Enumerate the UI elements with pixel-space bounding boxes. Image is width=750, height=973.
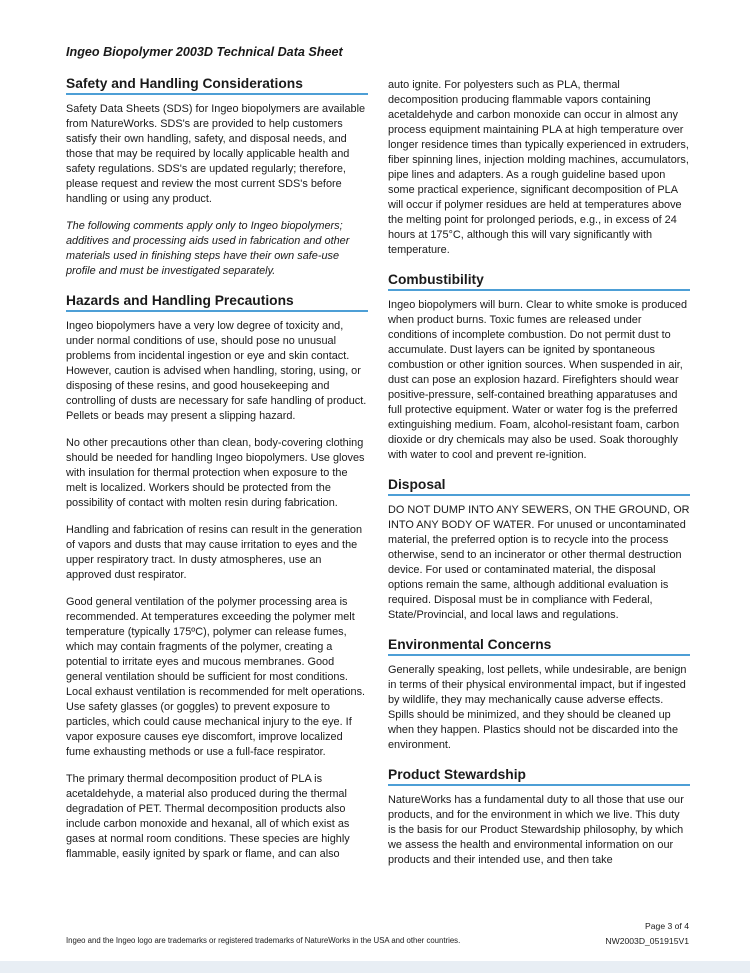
paragraph: The primary thermal decomposition product of PLA is acetaldehyde, a material also produced during the thermal degradation of PET. Thermal decomposition products also include carbon monoxide and hexanal, all of which exist as gases at normal room conditions. These species are highly flammable, easily ignited by spark or flame, and can also: [66, 773, 350, 860]
page-bottom-band: [0, 961, 750, 973]
page-number: Page 3 of 4: [645, 921, 689, 931]
trademark-note: Ingeo and the Ingeo logo are trademarks or registered trademarks of NatureWorks in the USA and other countries.: [66, 936, 461, 945]
left-column: [66, 76, 368, 874]
right-column: [388, 78, 690, 880]
document-title: Ingeo Biopolymer 2003D Technical Data Sheet: [66, 45, 343, 59]
paragraph: No other precautions other than clean, body-covering clothing should be needed for handling Ingeo biopolymers. Use gloves with insulation for thermal protection when exposure to the melt is localized. Workers should be protected from the possibility of contact with molten resin during fabrication.: [66, 437, 365, 509]
italic-note: The following comments apply only to Ingeo biopolymers; additives and processing aids used in fabrication and other materials used in finishing steps have their own safe-use profile and must be investigated separately.: [66, 220, 350, 277]
section-heading-combustibility: Combustibility: [388, 272, 690, 291]
paragraph: Handling and fabrication of resins can result in the generation of vapors and dusts that may cause irritation to eyes and the upper respiratory tract. In dusty atmospheres, use an approved dust respirator.: [66, 524, 363, 581]
section-heading-safety: Safety and Handling Considerations: [66, 76, 368, 95]
section-heading-hazards: Hazards and Handling Precautions: [66, 293, 368, 312]
paragraph: DO NOT DUMP INTO ANY SEWERS, ON THE GROUND, OR INTO ANY BODY OF WATER. For unused or uncontaminated material, the preferred option is to recycle into the process otherwise, send to an incinerator or other thermal destruction device. For used or contaminated material, the disposal options remain the same, although additional evaluation is required. Disposal must be in compliance with Federal, State/Provincial, and local laws and regulations.: [388, 504, 690, 621]
paragraph: Ingeo biopolymers have a very low degree of toxicity and, under normal conditions of use, should pose no unusual problems from incidental ingestion or eye and skin contact. However, caution is advised when handling, storing, using, or disposing of these resins, and good housekeeping and controlling of dusts are necessary for safe handling of product. Pellets or beads may present a slipping hazard.: [66, 320, 367, 422]
section-heading-disposal: Disposal: [388, 477, 690, 496]
paragraph: Good general ventilation of the polymer processing area is recommended. At temperatures exceeding the polymer melt temperature (typically 175ºC), polymer can release fumes, which may contain fragments of the polymer, creating a potential to irritate eyes and mucous membranes. Good general ventilation should be sufficient for most conditions. Local exhaust ventilation is recommended for melt operations. Use safety glasses (or goggles) to prevent exposure to particles, which could cause mechanical injury to the eye. If vapor exposure causes eye discomfort, improve localized fume exhausting methods or use a full-face respirator.: [66, 596, 366, 758]
paragraph-continuation: auto ignite. For polyesters such as PLA, thermal decomposition producing flammable vapors containing acetaldehyde and carbon monoxide can occur in almost any process equipment maintaining PLA at high temperature over longer residence times than typically experienced in extruders, fiber spinning lines, injection molding machines, accumulators, pipe lines and adapters. As a rough guideline based upon some practical experience, significant decomposition of PLA will occur if polymer residues are held at temperatures above the melting point for prolonged periods, e.g., in excess of 24 hours at 175°C, although this will vary significantly with temperature.: [388, 79, 689, 256]
paragraph: Generally speaking, lost pellets, while undesirable, are benign in terms of their physical environmental impact, but if ingested by wildlife, they may mechanically cause adverse effects. Spills should be minimized, and they should be cleaned up when they happen. Plastics should not be discarded into the environment.: [388, 664, 687, 751]
paragraph: Safety Data Sheets (SDS) for Ingeo biopolymers are available from NatureWorks. SDS's are provided to help customers satisfy their own handling, safety, and disposal needs, and those that may be required by locally applicable health and safety regulations. SDS's are updated regularly; therefore, please request and review the most current SDS's before handling or using any product.: [66, 103, 366, 205]
section-heading-environmental: Environmental Concerns: [388, 637, 690, 656]
paragraph: NatureWorks has a fundamental duty to all those that use our products, and for the environment in which we live. This duty is the basis for our Product Stewardship philosophy, by which we assess the health and environmental information on our products and their intended use, and then take: [388, 794, 684, 866]
section-heading-stewardship: Product Stewardship: [388, 767, 690, 786]
document-code: NW2003D_051915V1: [605, 936, 689, 946]
paragraph: Ingeo biopolymers will burn. Clear to white smoke is produced when product burns. Toxic fumes are released under conditions of incomplete combustion. Do not permit dust to accumulate. Dust layers can be ignited by spontaneous combustion or other ignition sources. When suspended in air, dust can pose an explosion hazard. Firefighters should wear positive-pressure, self-contained breathing apparatuses and full protective equipment. Water or water fog is the preferred extinguishing medium. Foam, alcohol-resistant foam, carbon dioxide or dry chemicals may also be used. Soak thoroughly with water to cool and prevent re-ignition.: [388, 299, 688, 461]
